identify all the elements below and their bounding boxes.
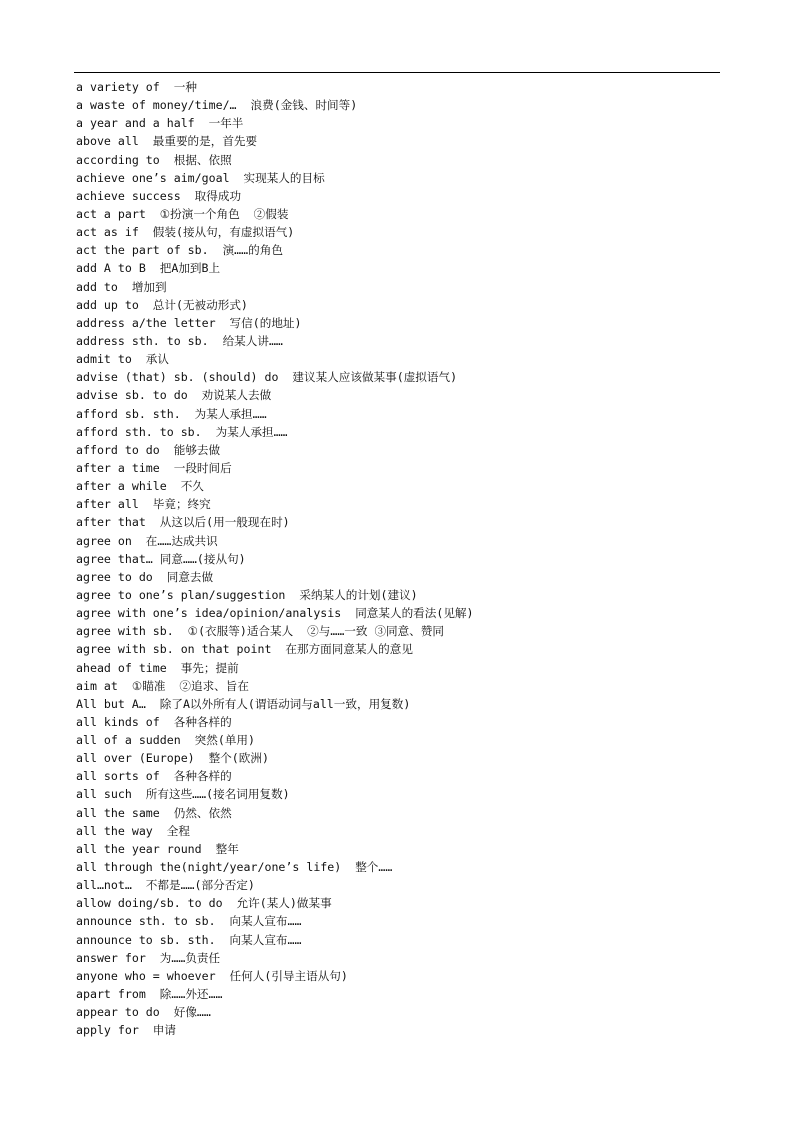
list-item: after a time 一段时间后 bbox=[76, 460, 232, 475]
list-item: achieve success 取得成功 bbox=[76, 188, 242, 203]
list-item: all through the(night/year/one’s life) 整个…… bbox=[76, 860, 393, 875]
list-item: address sth. to sb. 给某人讲…… bbox=[76, 333, 283, 348]
list-item: all kinds of 各种各样的 bbox=[76, 714, 232, 729]
list-item: act as if 假装(接从句，有虚拟语气) bbox=[76, 225, 295, 240]
list-item: add up to 总计(无被动形式) bbox=[76, 297, 248, 312]
list-item: add A to B 把A加到B上 bbox=[76, 261, 221, 276]
list-item: apart from 除……外还…… bbox=[76, 987, 223, 1002]
list-item: agree with one’s idea/opinion/analysis 同意某人的看法(见解) bbox=[76, 606, 474, 621]
list-item: all…not… 不都是……(部分否定) bbox=[76, 878, 255, 893]
list-item: achieve one’s aim/goal 实现某人的目标 bbox=[76, 170, 325, 185]
list-item: all of a sudden 突然(单用) bbox=[76, 733, 255, 748]
list-item: advise sb. to do 劝说某人去做 bbox=[76, 388, 272, 403]
list-item: all such 所有这些……(接名词用复数) bbox=[76, 787, 290, 802]
list-item: after that 从这以后(用一般现在时) bbox=[76, 515, 290, 530]
list-item: agree with sb. ①(衣服等)适合某人 ②与……一致 ③同意、赞同 bbox=[76, 624, 445, 639]
list-item: aim at ①瞄准 ②追求、旨在 bbox=[76, 678, 249, 693]
list-item: afford to do 能够去做 bbox=[76, 442, 221, 457]
list-item: ahead of time 事先；提前 bbox=[76, 660, 239, 675]
list-item: address a/the letter 写信(的地址) bbox=[76, 315, 302, 330]
list-item: announce sth. to sb. 向某人宣布…… bbox=[76, 914, 302, 929]
list-item: after a while 不久 bbox=[76, 479, 204, 494]
list-item: apply for 申请 bbox=[76, 1023, 176, 1038]
list-item: admit to 承认 bbox=[76, 352, 169, 367]
list-item: all the way 全程 bbox=[76, 823, 190, 838]
list-item: agree to do 同意去做 bbox=[76, 569, 214, 584]
list-item: agree that… 同意……(接从句) bbox=[76, 551, 246, 566]
list-item: add to 增加到 bbox=[76, 279, 167, 294]
list-item: afford sth. to sb. 为某人承担…… bbox=[76, 424, 288, 439]
list-item: All but A… 除了A以外所有人(谓语动词与all一致，用复数) bbox=[76, 696, 411, 711]
list-item: agree on 在……达成共识 bbox=[76, 533, 218, 548]
list-item: act a part ①扮演一个角色 ②假装 bbox=[76, 206, 289, 221]
header-rule bbox=[74, 72, 720, 73]
list-item: agree to one’s plan/suggestion 采纳某人的计划(建议) bbox=[76, 587, 418, 602]
list-item: afford sb. sth. 为某人承担…… bbox=[76, 406, 267, 421]
list-item: a year and a half 一年半 bbox=[76, 116, 244, 131]
list-item: advise (that) sb. (should) do 建议某人应该做某事(虚拟语气) bbox=[76, 370, 458, 385]
list-item: announce to sb. sth. 向某人宣布…… bbox=[76, 932, 302, 947]
list-item: answer for 为……负责任 bbox=[76, 950, 221, 965]
list-item: all over (Europe) 整个(欧洲) bbox=[76, 751, 269, 766]
list-item: according to 根据、依照 bbox=[76, 152, 232, 167]
list-item: act the part of sb. 演……的角色 bbox=[76, 243, 283, 258]
list-item: allow doing/sb. to do 允许(某人)做某事 bbox=[76, 896, 332, 911]
list-item: all the year round 整年 bbox=[76, 841, 239, 856]
list-item: all sorts of 各种各样的 bbox=[76, 769, 232, 784]
list-item: anyone who = whoever 任何人(引导主语从句) bbox=[76, 968, 348, 983]
list-item: all the same 仍然、依然 bbox=[76, 805, 232, 820]
vocabulary-list bbox=[76, 78, 720, 1039]
list-item: appear to do 好像…… bbox=[76, 1005, 211, 1020]
list-item: a variety of 一种 bbox=[76, 80, 197, 94]
list-item: a waste of money/time/… 浪费(金钱、时间等) bbox=[76, 98, 358, 113]
list-item: above all 最重要的是，首先要 bbox=[76, 134, 258, 149]
list-item: agree with sb. on that point 在那方面同意某人的意见 bbox=[76, 642, 413, 657]
list-item: after all 毕竟；终究 bbox=[76, 497, 211, 512]
